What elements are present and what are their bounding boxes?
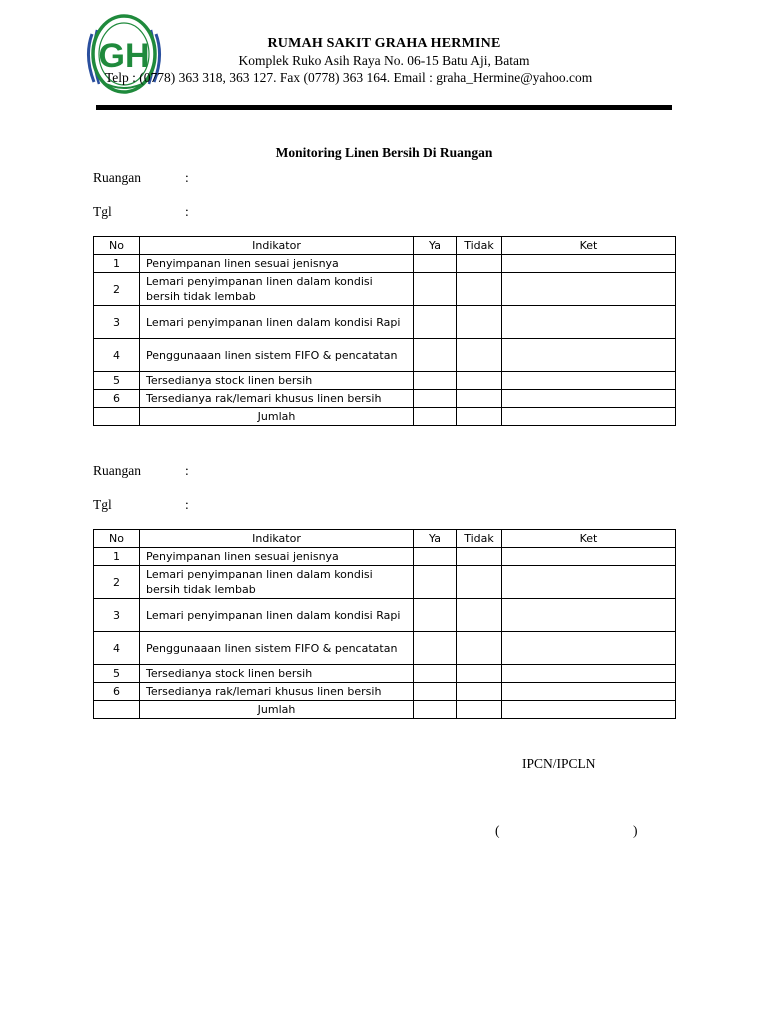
indikator-cell: Tersedianya rak/lemari khusus linen bersih [140, 683, 414, 701]
tidak-cell[interactable] [457, 665, 502, 683]
total-tidak-cell[interactable] [457, 701, 502, 719]
column-header-indikator: Indikator [140, 530, 414, 548]
tgl-label: Tgl [93, 497, 112, 512]
institution-contact: Telp : (0778) 363 318, 363 127. Fax (0778) 363 164. Email : graha_Hermine@yahoo.com [105, 70, 593, 85]
row-number: 1 [94, 548, 140, 566]
table-row [94, 273, 676, 306]
total-no-cell [94, 408, 140, 426]
indikator-cell: Penggunaaan linen sistem FIFO & pencatatan [140, 339, 414, 372]
tgl-label: Tgl [93, 204, 112, 219]
column-header-tidak: Tidak [457, 237, 502, 255]
table-row [94, 372, 676, 390]
tidak-cell[interactable] [457, 632, 502, 665]
ket-cell[interactable] [502, 372, 676, 390]
tidak-cell[interactable] [457, 566, 502, 599]
total-ya-cell[interactable] [414, 408, 457, 426]
ruangan-colon: : [185, 170, 189, 185]
ruangan-field-2 [93, 463, 189, 479]
column-header-ket: Ket [502, 237, 676, 255]
document-title: Monitoring Linen Bersih Di Ruangan [275, 145, 493, 160]
indikator-cell: Tersedianya stock linen bersih [140, 372, 414, 390]
column-header-indikator: Indikator [140, 237, 414, 255]
indikator-cell: Penyimpanan linen sesuai jenisnya [140, 548, 414, 566]
ket-cell[interactable] [502, 339, 676, 372]
ruangan-label: Ruangan [93, 463, 141, 478]
ya-cell[interactable] [414, 683, 457, 701]
row-number: 1 [94, 255, 140, 273]
table-row [94, 683, 676, 701]
table-row [94, 548, 676, 566]
signature-close-paren: ) [633, 823, 638, 838]
indikator-cell: Lemari penyimpanan linen dalam kondisi Rapi [140, 306, 414, 339]
row-number: 5 [94, 665, 140, 683]
ruangan-field-1 [93, 170, 189, 186]
table-total-row [94, 701, 676, 719]
indikator-cell: Penggunaaan linen sistem FIFO & pencatatan [140, 632, 414, 665]
ket-cell[interactable] [502, 599, 676, 632]
column-header-ya: Ya [414, 237, 457, 255]
total-label: Jumlah [140, 701, 414, 719]
indikator-cell: Tersedianya stock linen bersih [140, 665, 414, 683]
column-header-ya: Ya [414, 530, 457, 548]
ket-cell[interactable] [502, 665, 676, 683]
indikator-cell: Tersedianya rak/lemari khusus linen bersih [140, 390, 414, 408]
row-number: 5 [94, 372, 140, 390]
checklist-table-2 [93, 529, 676, 719]
ya-cell[interactable] [414, 390, 457, 408]
indikator-cell: Lemari penyimpanan linen dalam kondisi bersih tidak lembab [140, 566, 414, 599]
table-header-row [94, 530, 676, 548]
tidak-cell[interactable] [457, 306, 502, 339]
tgl-colon: : [185, 497, 189, 512]
tidak-cell[interactable] [457, 273, 502, 306]
ket-cell[interactable] [502, 566, 676, 599]
tidak-cell[interactable] [457, 339, 502, 372]
signature-role: IPCN/IPCLN [522, 756, 596, 771]
row-number: 3 [94, 306, 140, 339]
row-number: 2 [94, 566, 140, 599]
row-number: 3 [94, 599, 140, 632]
tgl-field-2 [93, 497, 189, 513]
ya-cell[interactable] [414, 632, 457, 665]
ket-cell[interactable] [502, 548, 676, 566]
ya-cell[interactable] [414, 599, 457, 632]
ruangan-colon: : [185, 463, 189, 478]
column-header-no: No [94, 237, 140, 255]
total-tidak-cell[interactable] [457, 408, 502, 426]
ket-cell[interactable] [502, 255, 676, 273]
row-number: 2 [94, 273, 140, 306]
indikator-cell: Lemari penyimpanan linen dalam kondisi bersih tidak lembab [140, 273, 414, 306]
tidak-cell[interactable] [457, 372, 502, 390]
ya-cell[interactable] [414, 255, 457, 273]
total-ya-cell[interactable] [414, 701, 457, 719]
ket-cell[interactable] [502, 273, 676, 306]
tidak-cell[interactable] [457, 255, 502, 273]
column-header-ket: Ket [502, 530, 676, 548]
institution-name: RUMAH SAKIT GRAHA HERMINE [267, 36, 501, 51]
ya-cell[interactable] [414, 372, 457, 390]
ket-cell[interactable] [502, 390, 676, 408]
tgl-colon: : [185, 204, 189, 219]
row-number: 6 [94, 683, 140, 701]
logo-monogram: GH [98, 37, 150, 75]
ruangan-label: Ruangan [93, 170, 141, 185]
table-row [94, 632, 676, 665]
total-label: Jumlah [140, 408, 414, 426]
indikator-cell: Lemari penyimpanan linen dalam kondisi Rapi [140, 599, 414, 632]
row-number: 4 [94, 632, 140, 665]
table-header-row [94, 237, 676, 255]
ket-cell[interactable] [502, 632, 676, 665]
table-row [94, 599, 676, 632]
column-header-tidak: Tidak [457, 530, 502, 548]
signature-open-paren: ( [495, 823, 500, 838]
ya-cell[interactable] [414, 273, 457, 306]
ket-cell[interactable] [502, 306, 676, 339]
table-row [94, 255, 676, 273]
table-row [94, 390, 676, 408]
tidak-cell[interactable] [457, 683, 502, 701]
ya-cell[interactable] [414, 339, 457, 372]
table-row [94, 339, 676, 372]
table-row [94, 665, 676, 683]
ya-cell[interactable] [414, 566, 457, 599]
table-row [94, 306, 676, 339]
tidak-cell[interactable] [457, 548, 502, 566]
table-total-row [94, 408, 676, 426]
ya-cell[interactable] [414, 306, 457, 339]
row-number: 4 [94, 339, 140, 372]
checklist-table-1 [93, 236, 676, 426]
tidak-cell[interactable] [457, 390, 502, 408]
indikator-cell: Penyimpanan linen sesuai jenisnya [140, 255, 414, 273]
institution-address: Komplek Ruko Asih Raya No. 06-15 Batu Aji, Batam [238, 53, 530, 68]
letterhead-divider [96, 105, 672, 110]
ya-cell[interactable] [414, 665, 457, 683]
tidak-cell[interactable] [457, 599, 502, 632]
total-ket-cell[interactable] [502, 701, 676, 719]
row-number: 6 [94, 390, 140, 408]
ket-cell[interactable] [502, 683, 676, 701]
tgl-field-1 [93, 204, 189, 220]
total-no-cell [94, 701, 140, 719]
table-row [94, 566, 676, 599]
column-header-no: No [94, 530, 140, 548]
total-ket-cell[interactable] [502, 408, 676, 426]
ya-cell[interactable] [414, 548, 457, 566]
